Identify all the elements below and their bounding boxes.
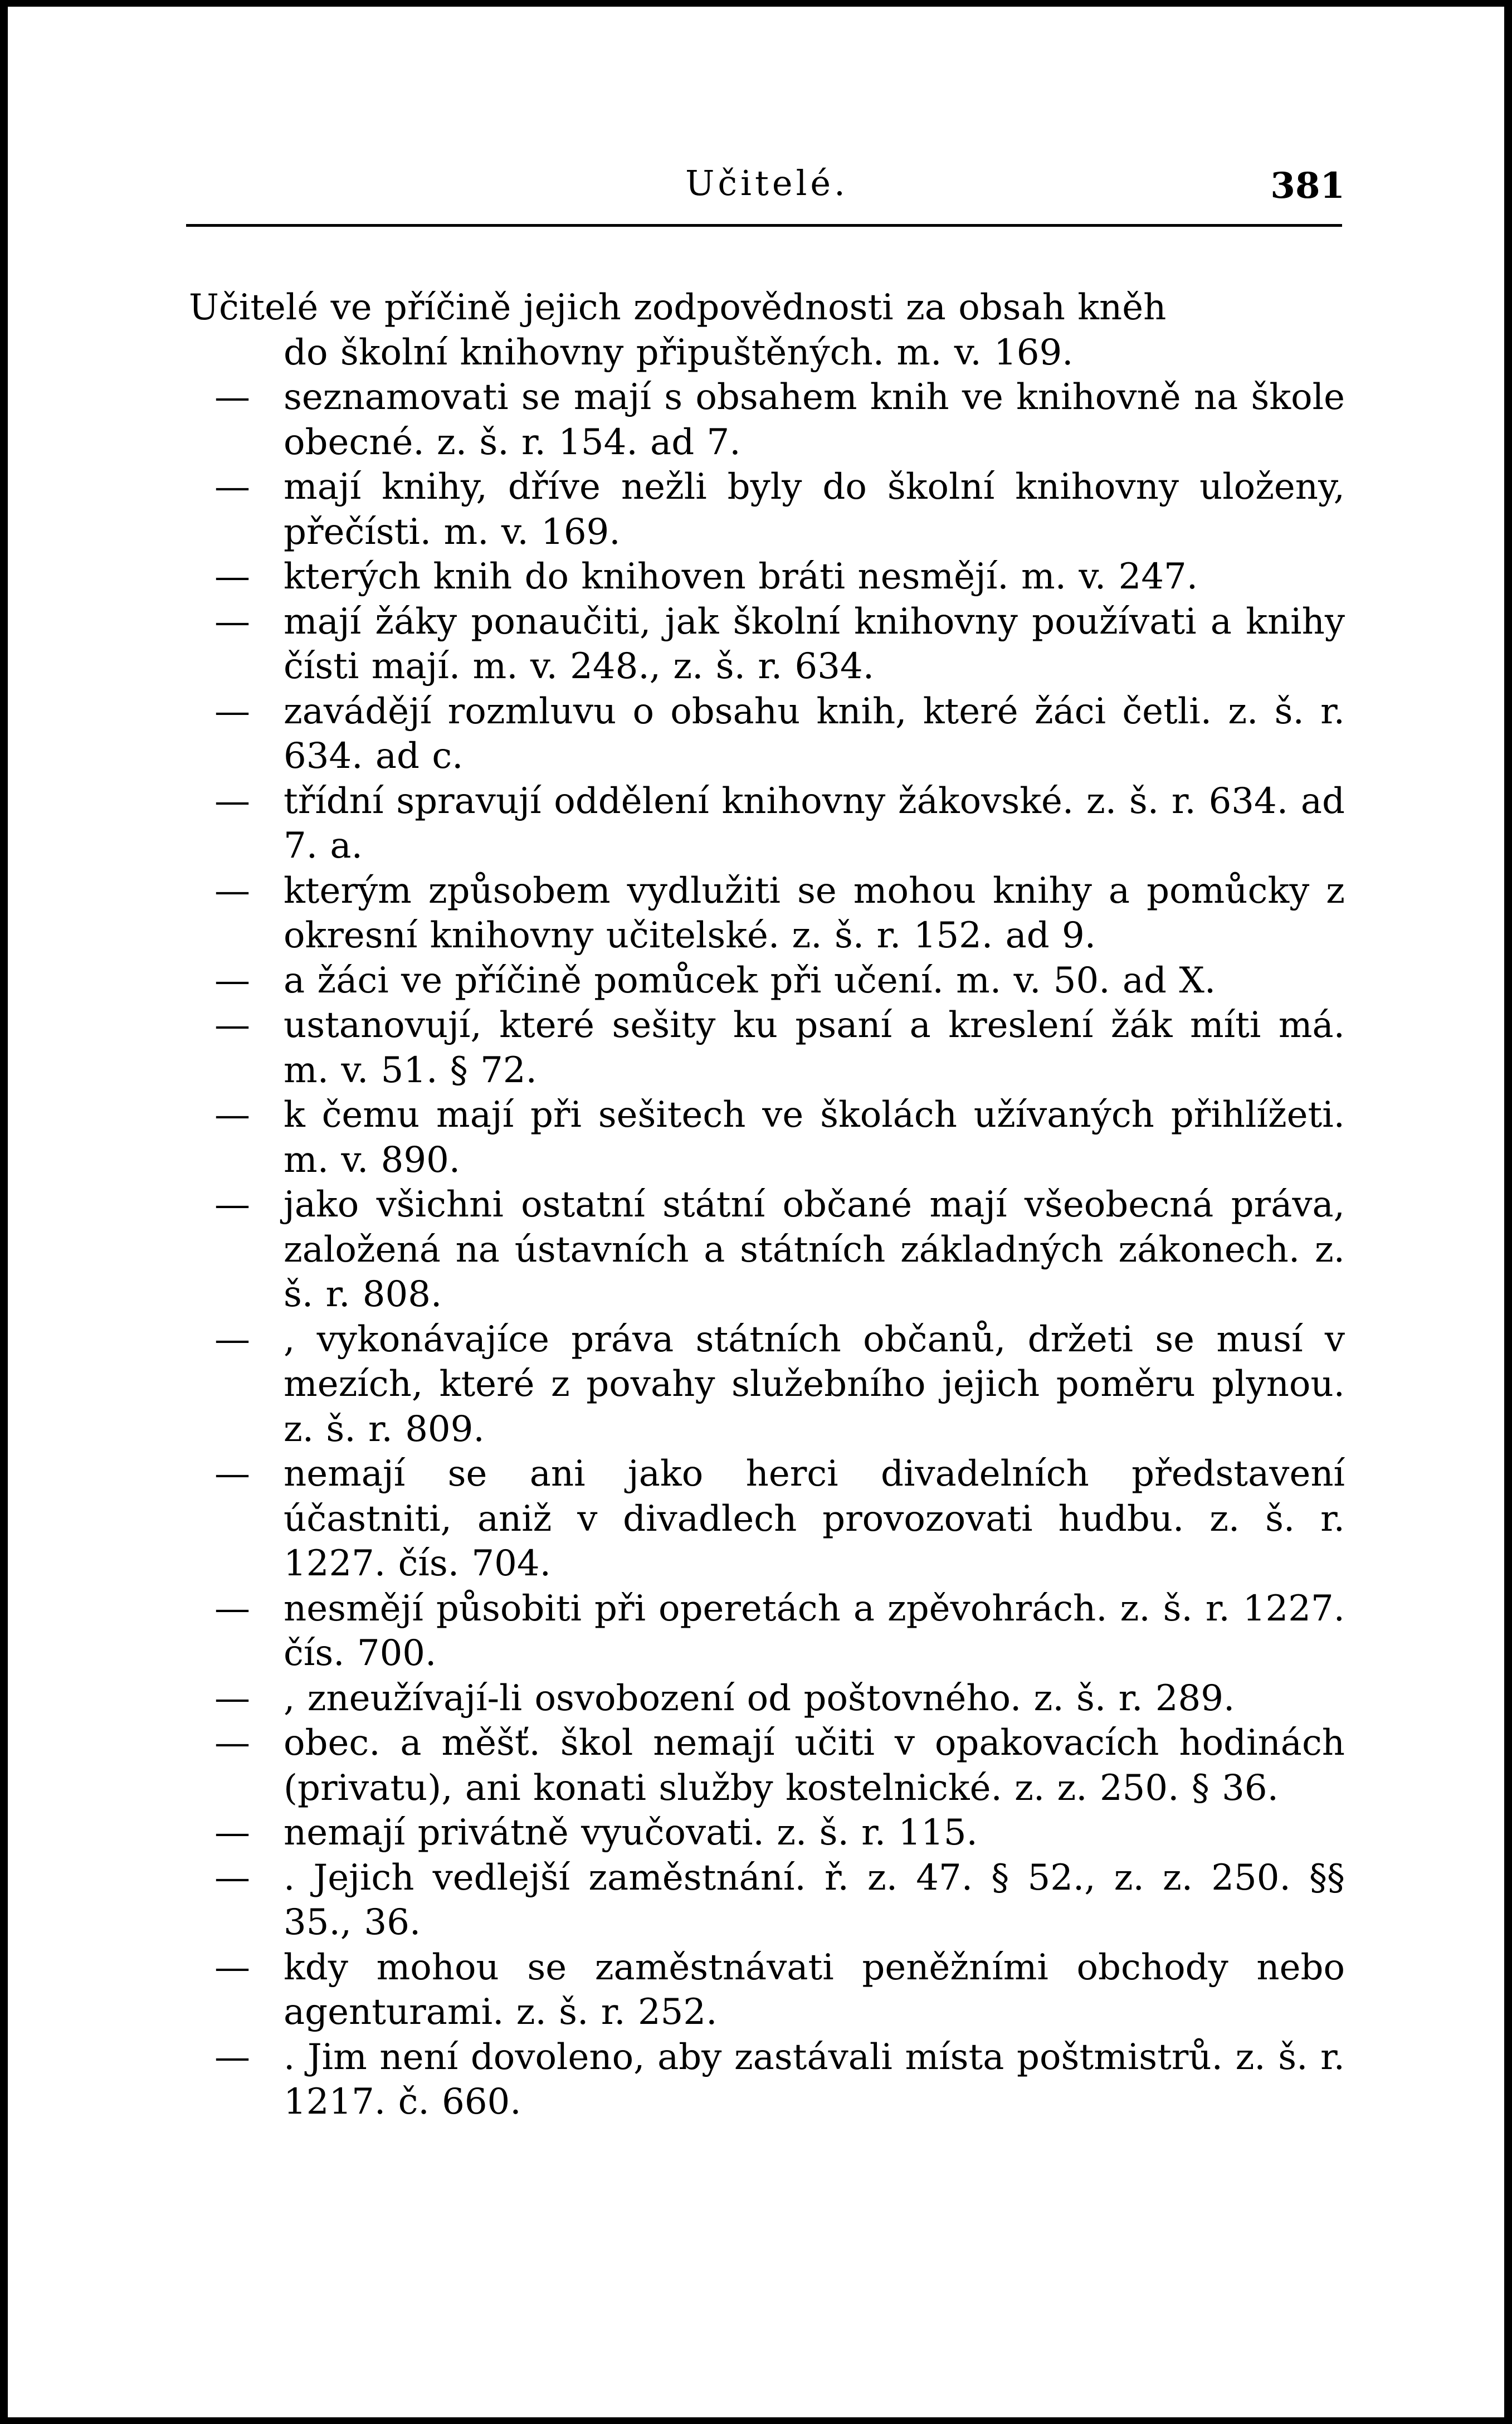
entry-text: , vykonávajíce práva státních občanů, držeti se musí v mezích, které z povahy služebního jejich poměru plynou. z. š. r. 809. [284, 1318, 1345, 1450]
index-entry-lead [189, 285, 1345, 375]
entry-dash: — [214, 1094, 250, 1136]
index-entry [189, 1586, 1345, 1676]
entry-dash: — [214, 690, 250, 732]
index-entry [189, 869, 1345, 958]
entry-dash: — [214, 2036, 250, 2078]
book-page [8, 7, 1504, 2417]
entry-dash: — [214, 1005, 250, 1046]
entry-text: kterým způsobem vydlužiti se mohou knihy a pomůcky z okresní knihovny učitelské. z. š. r. 152. ad 9. [284, 870, 1345, 956]
index-entry [189, 1676, 1345, 1721]
header-rule [186, 224, 1342, 227]
page-title: Učitelé. [685, 163, 848, 203]
entry-text: kdy mohou se zaměstnávati peněžními obchody nebo agenturami. z. š. r. 252. [284, 1946, 1345, 2033]
entry-dash: — [214, 1677, 250, 1719]
entry-dash: — [214, 1453, 250, 1495]
index-entry [189, 779, 1345, 869]
page-number: 381 [1270, 165, 1345, 207]
index-entry [189, 600, 1345, 689]
entry-text: mají žáky ponaučiti, jak školní knihovny používati a knihy čísti mají. m. v. 248., z. š. r. 634. [284, 601, 1345, 687]
index-entry [189, 2035, 1345, 2125]
entry-dash: — [214, 1318, 250, 1360]
entry-text: třídní spravují oddělení knihovny žákovské. z. š. r. 634. ad 7. a. [284, 780, 1345, 867]
entry-text: ustanovují, které sešity ku psaní a kreslení žák míti má. m. v. 51. § 72. [284, 1005, 1345, 1091]
entry-text: mají knihy, dříve nežli byly do školní knihovny uloženy, přečísti. m. v. 169. [284, 466, 1345, 553]
entry-text: seznamovati se mají s obsahem knih ve knihovně na škole obecné. z. š. r. 154. ad 7. [284, 377, 1345, 463]
index-entry [189, 1317, 1345, 1452]
entry-text: a žáci ve příčině pomůcek při učení. m. v. 50. ad X. [284, 960, 1216, 1001]
entry-dash: — [214, 960, 250, 1001]
index-entry [189, 1810, 1345, 1856]
entry-text: Učitelé ve příčině jejich zodpovědnosti za obsah kněh [189, 287, 1167, 328]
index-entry [189, 1721, 1345, 1810]
entry-dash: — [214, 780, 250, 822]
index-entry [189, 554, 1345, 600]
entry-text: . Jejich vedlejší zaměstnání. ř. z. 47. § 52., z. z. 250. §§ 35., 36. [284, 1857, 1345, 1943]
index-entry [189, 1182, 1345, 1317]
entry-dash: — [214, 1184, 250, 1225]
entry-text: obec. a měšť. škol nemají učiti v opakovacích hodinách (privatu), ani konati služby kostelnické. z. z. 250. § 36. [284, 1722, 1345, 1809]
entry-text: kterých knih do knihoven bráti nesmějí. m. v. 247. [284, 556, 1198, 597]
entry-dash: — [214, 377, 250, 418]
entry-text: nemají se ani jako herci divadelních představení účastniti, aniž v divadlech provozovati hudbu. z. š. r. 1227. čís. 704. [284, 1453, 1345, 1584]
entry-dash: — [214, 601, 250, 642]
entry-dash: — [214, 1722, 250, 1764]
entry-dash: — [214, 466, 250, 508]
index-entry [189, 1452, 1345, 1586]
entry-dash: — [214, 556, 250, 597]
entry-dash: — [214, 870, 250, 912]
index-entry [189, 689, 1345, 779]
entry-text: , zneužívají-li osvobození od poštovného. z. š. r. 289. [284, 1677, 1235, 1719]
index-entry [189, 1945, 1345, 2035]
entry-text: zavádějí rozmluvu o obsahu knih, které žáci četli. z. š. r. 634. ad c. [284, 690, 1345, 777]
entry-dash: — [214, 1588, 250, 1629]
index-entry [189, 375, 1345, 465]
entry-text-continuation: do školní knihovny připuštěných. m. v. 169. [284, 332, 1074, 373]
index-entries [189, 285, 1345, 2125]
running-header [189, 163, 1345, 213]
entry-text: nemají privátně vyučovati. z. š. r. 115. [284, 1812, 978, 1853]
index-entry [189, 958, 1345, 1004]
entry-dash: — [214, 1857, 250, 1899]
index-entry [189, 1003, 1345, 1093]
entry-dash: — [214, 1946, 250, 1988]
index-entry [189, 1093, 1345, 1182]
index-entry [189, 465, 1345, 554]
entry-text: jako všichni ostatní státní občané mají všeobecná práva, založená na ústavních a státních základných zákonech. z. š. r. 808. [284, 1184, 1345, 1315]
entry-text: . Jim není dovoleno, aby zastávali místa poštmistrů. z. š. r. 1217. č. 660. [284, 2036, 1345, 2123]
entry-dash: — [214, 1812, 250, 1853]
entry-text: k čemu mají při sešitech ve školách užívaných přihlížeti. m. v. 890. [284, 1094, 1345, 1181]
index-entry [189, 1856, 1345, 1945]
entry-text: nesmějí působiti při operetách a zpěvohrách. z. š. r. 1227. čís. 700. [284, 1588, 1345, 1674]
